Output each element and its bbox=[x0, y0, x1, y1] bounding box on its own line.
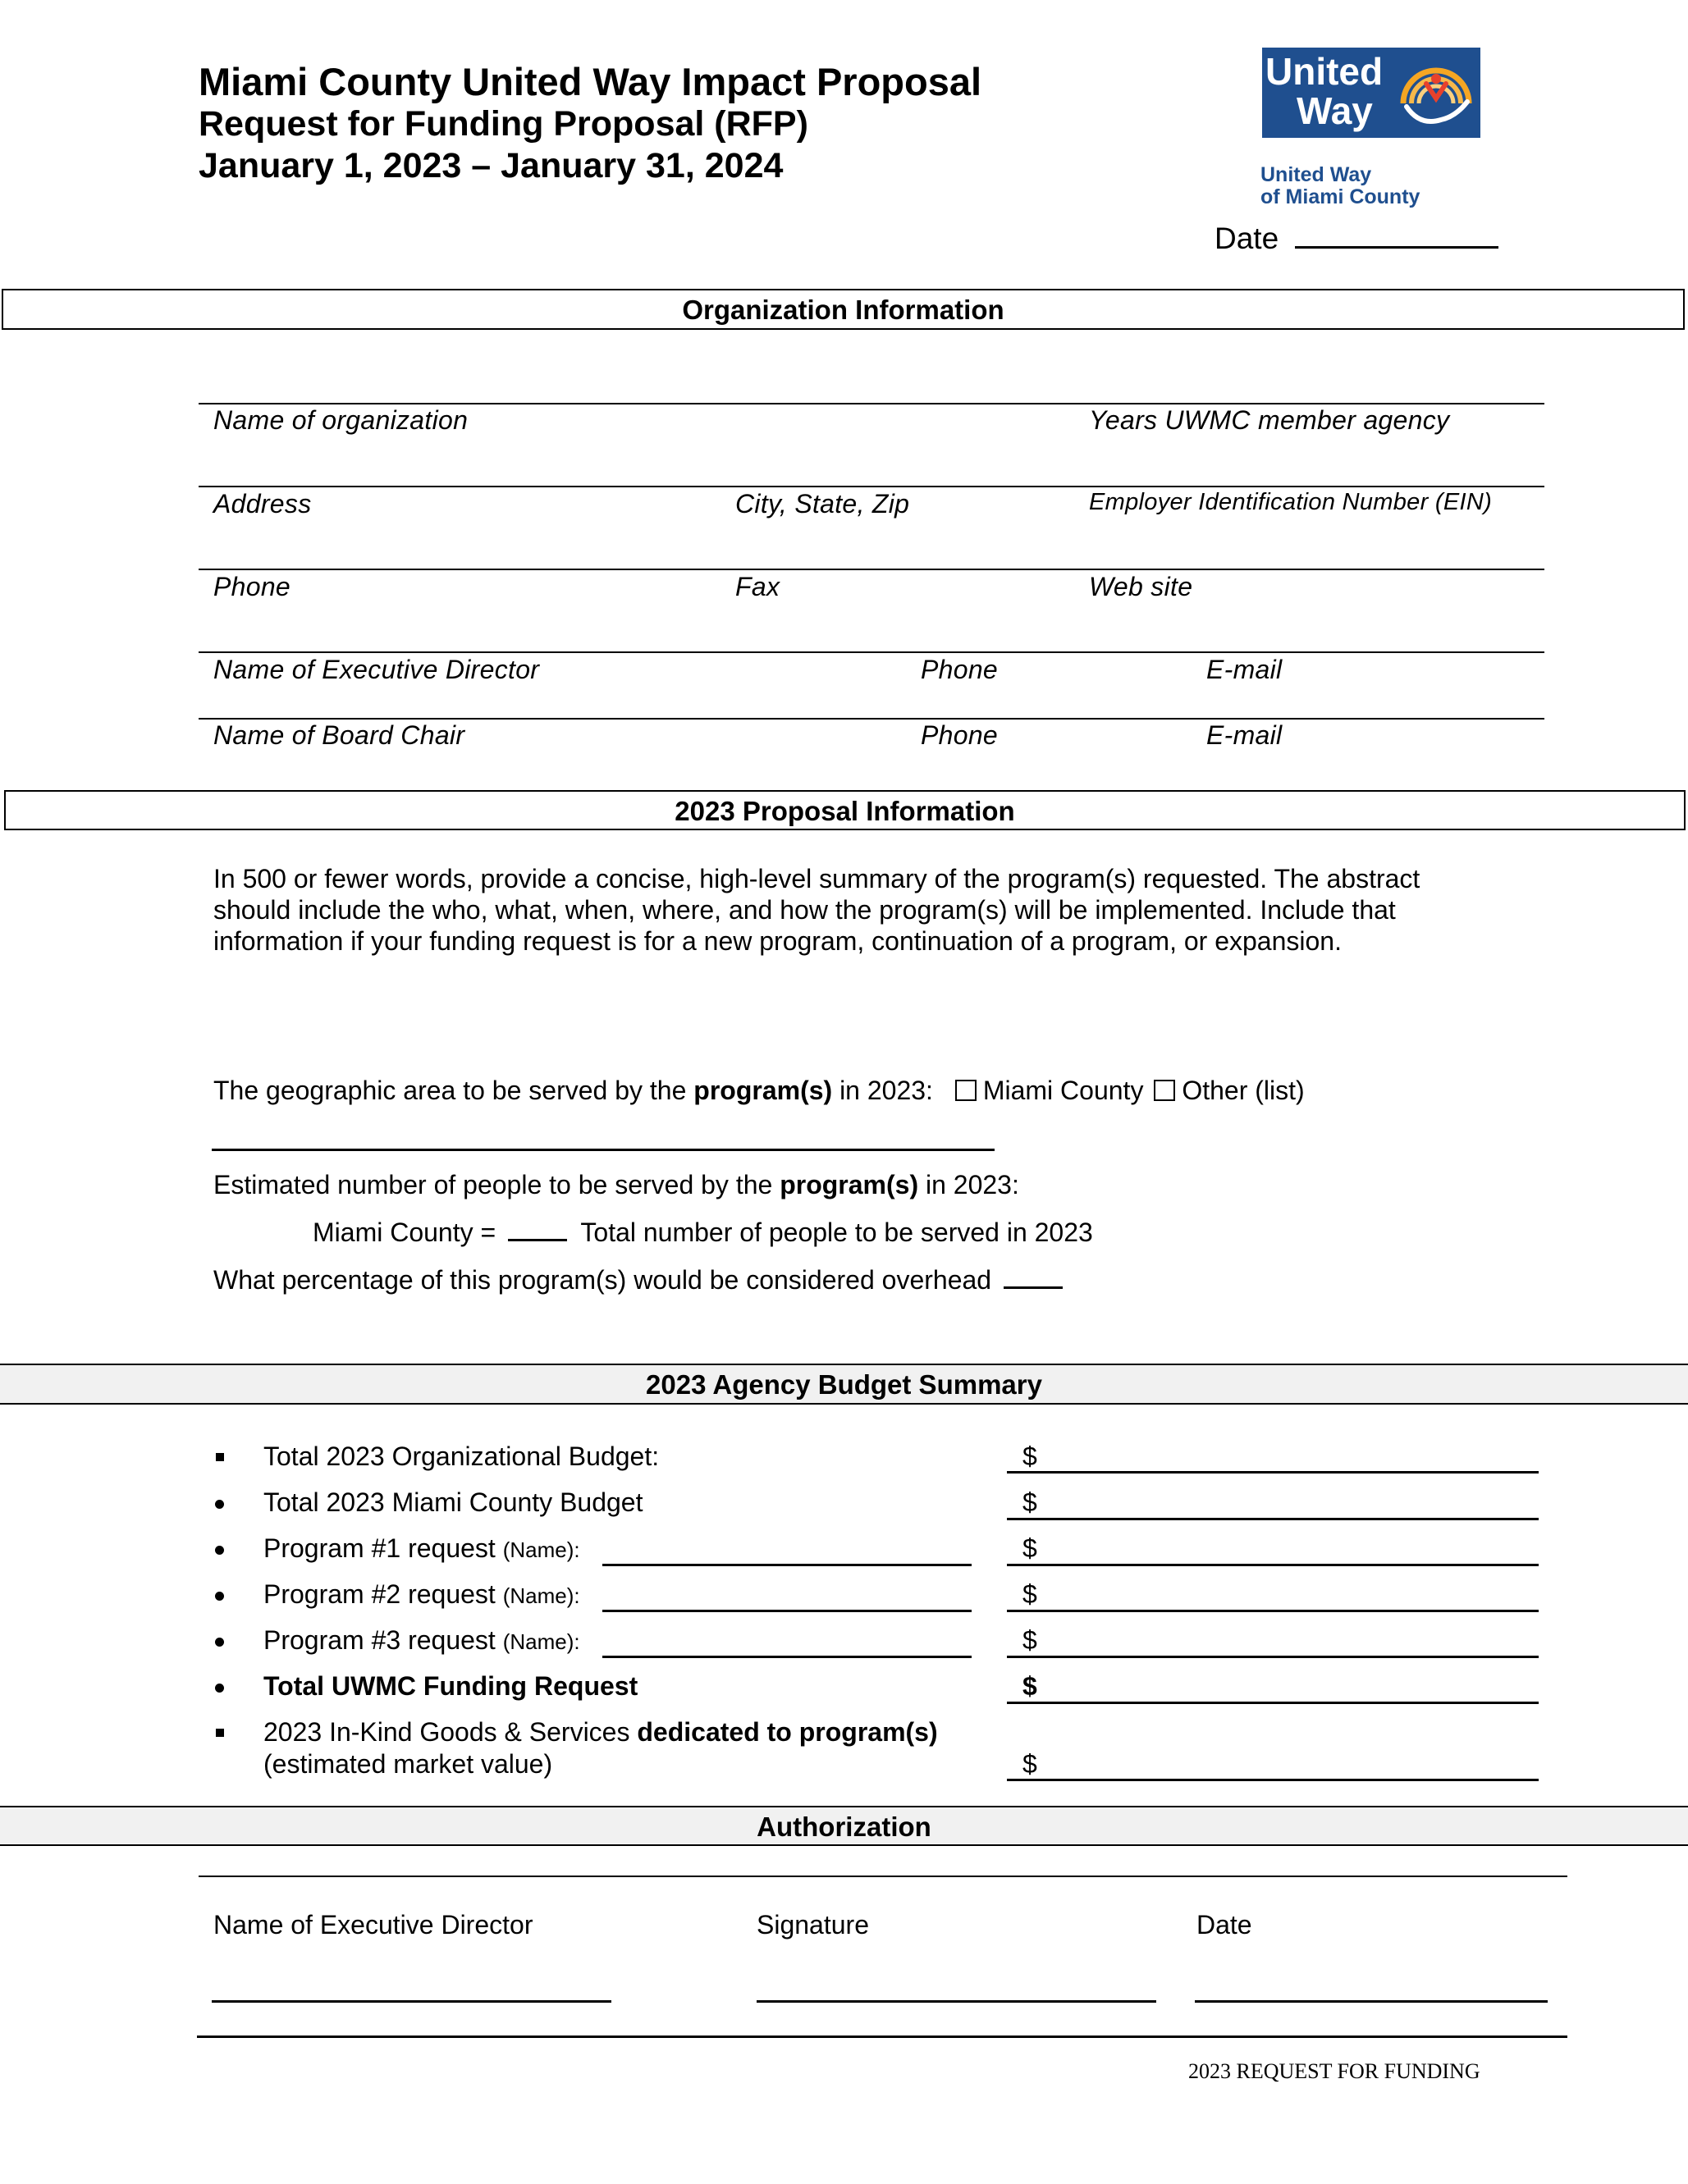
label-web-site: Web site bbox=[1089, 572, 1193, 601]
est-text-prefix: Estimated number of people to be served by the bbox=[213, 1170, 780, 1199]
label-exec-director: Name of Executive Director bbox=[213, 655, 540, 684]
budget-amount-program-1[interactable] bbox=[1007, 1564, 1539, 1566]
section-title-authorization: Authorization bbox=[757, 1812, 931, 1842]
budget-amount-org-budget[interactable] bbox=[1007, 1471, 1539, 1474]
geo-option-miami-county: Miami County bbox=[982, 1076, 1144, 1105]
est-text-suffix: in 2023: bbox=[918, 1170, 1019, 1199]
estimated-people-question bbox=[213, 1170, 1019, 1200]
section-header-proposal bbox=[4, 790, 1686, 830]
overhead-question bbox=[213, 1265, 1063, 1295]
budget-amount-inkind[interactable] bbox=[1007, 1779, 1539, 1781]
dollar-sign: $ bbox=[1022, 1671, 1037, 1701]
bullet-dot bbox=[215, 1500, 224, 1509]
label-exec-phone: Phone bbox=[921, 655, 999, 684]
budget-amount-total-request[interactable] bbox=[1007, 1702, 1539, 1704]
label-ein: Employer Identification Number (EIN) bbox=[1089, 489, 1493, 515]
field-line-address[interactable] bbox=[199, 486, 1544, 487]
geographic-area-question bbox=[213, 1076, 1305, 1106]
budget-label-miami-budget: Total 2023 Miami County Budget bbox=[263, 1487, 643, 1517]
overhead-blank[interactable] bbox=[1004, 1286, 1063, 1289]
total-people-label: Total number of people to be served in 2023 bbox=[580, 1218, 1093, 1247]
logo-caption-line2: of Miami County bbox=[1260, 185, 1420, 208]
document-date-range: January 1, 2023 – January 31, 2024 bbox=[199, 146, 784, 185]
field-line-phone[interactable] bbox=[199, 569, 1544, 570]
dollar-sign: $ bbox=[1022, 1533, 1037, 1563]
logo-caption-line1: United Way bbox=[1260, 163, 1372, 186]
header-date-field[interactable] bbox=[1215, 222, 1498, 256]
program-2-label: Program #2 request bbox=[263, 1579, 496, 1609]
field-line-organization[interactable] bbox=[199, 403, 1544, 404]
label-board-chair: Name of Board Chair bbox=[213, 720, 465, 750]
label-years-member: Years UWMC member agency bbox=[1089, 405, 1450, 435]
document-title: Miami County United Way Impact Proposal bbox=[199, 60, 982, 103]
inkind-text-prefix: 2023 In-Kind Goods & Services bbox=[263, 1717, 638, 1747]
authorization-bottom-rule bbox=[197, 2036, 1567, 2038]
section-header-budget bbox=[0, 1364, 1688, 1405]
proposal-summary-instructions bbox=[213, 863, 1608, 957]
bullet-dot bbox=[215, 1638, 224, 1647]
label-fax: Fax bbox=[735, 572, 780, 601]
miami-county-count-blank[interactable] bbox=[508, 1239, 567, 1241]
budget-label-inkind bbox=[263, 1717, 938, 1748]
bullet-square bbox=[216, 1453, 224, 1461]
geo-text-suffix: in 2023: bbox=[832, 1076, 933, 1105]
label-exec-email: E-mail bbox=[1206, 655, 1283, 684]
auth-date-blank[interactable] bbox=[1195, 2000, 1548, 2003]
summary-line-3: information if your funding request is for a new program, continuation of a program, or expansion. bbox=[213, 926, 1342, 956]
miami-county-count-row bbox=[313, 1218, 1093, 1248]
program-3-label: Program #3 request bbox=[263, 1625, 496, 1655]
logo-word-united: United bbox=[1265, 50, 1384, 93]
hand-person-rainbow-icon bbox=[1395, 53, 1477, 133]
label-board-email: E-mail bbox=[1206, 720, 1283, 750]
dollar-sign: $ bbox=[1022, 1487, 1037, 1517]
dollar-sign: $ bbox=[1022, 1442, 1037, 1471]
authorization-top-rule bbox=[199, 1876, 1567, 1877]
program-1-label: Program #1 request bbox=[263, 1533, 496, 1563]
program-2-name-blank[interactable] bbox=[602, 1610, 972, 1612]
checkbox-other[interactable] bbox=[1154, 1080, 1175, 1101]
budget-label-program-1 bbox=[263, 1533, 580, 1564]
section-header-authorization bbox=[0, 1806, 1688, 1846]
budget-amount-miami-budget[interactable] bbox=[1007, 1518, 1539, 1520]
label-board-phone: Phone bbox=[921, 720, 999, 750]
program-1-name-note: (Name): bbox=[502, 1537, 580, 1562]
header-date-blank[interactable] bbox=[1295, 246, 1498, 249]
label-phone: Phone bbox=[213, 572, 291, 601]
label-city-state-zip: City, State, Zip bbox=[735, 489, 910, 519]
budget-label-inkind-line2: (estimated market value) bbox=[263, 1749, 553, 1779]
page-footer: 2023 REQUEST FOR FUNDING bbox=[1188, 2059, 1480, 2083]
section-title-organization: Organization Information bbox=[682, 295, 1004, 325]
dollar-sign: $ bbox=[1022, 1625, 1037, 1655]
auth-label-signature: Signature bbox=[757, 1910, 869, 1940]
geo-option-other: Other (list) bbox=[1182, 1076, 1305, 1105]
auth-signature-blank[interactable] bbox=[757, 2000, 1156, 2003]
est-text-bold: program(s) bbox=[780, 1170, 919, 1199]
program-2-name-note: (Name): bbox=[502, 1583, 580, 1608]
auth-label-date: Date bbox=[1196, 1910, 1252, 1940]
bullet-dot bbox=[215, 1684, 224, 1693]
header-date-label: Date bbox=[1215, 222, 1279, 255]
document-subtitle: Request for Funding Proposal (RFP) bbox=[199, 104, 808, 144]
overhead-label: What percentage of this program(s) would be considered overhead bbox=[213, 1265, 992, 1295]
budget-label-total-request: Total UWMC Funding Request bbox=[263, 1671, 638, 1701]
summary-line-2: should include the who, what, when, where, and how the program(s) will be implemented. Include that bbox=[213, 895, 1396, 925]
section-title-budget: 2023 Agency Budget Summary bbox=[646, 1369, 1042, 1400]
dollar-sign: $ bbox=[1022, 1749, 1037, 1779]
section-title-proposal: 2023 Proposal Information bbox=[675, 796, 1015, 826]
program-3-name-note: (Name): bbox=[502, 1629, 580, 1654]
logo-word-way: Way bbox=[1297, 89, 1373, 132]
inkind-text-bold: dedicated to program(s) bbox=[637, 1717, 938, 1747]
bullet-dot bbox=[215, 1546, 224, 1555]
budget-label-program-3 bbox=[263, 1625, 580, 1656]
budget-amount-program-2[interactable] bbox=[1007, 1610, 1539, 1612]
geo-text-bold: program(s) bbox=[693, 1076, 833, 1105]
program-3-name-blank[interactable] bbox=[602, 1656, 972, 1658]
miami-county-eq-label: Miami County = bbox=[313, 1218, 496, 1247]
bullet-square bbox=[216, 1729, 224, 1737]
bullet-dot bbox=[215, 1592, 224, 1601]
summary-line-1: In 500 or fewer words, provide a concise, high-level summary of the program(s) requested. The abstract bbox=[213, 864, 1420, 893]
program-1-name-blank[interactable] bbox=[602, 1564, 972, 1566]
budget-amount-program-3[interactable] bbox=[1007, 1656, 1539, 1658]
auth-label-exec-director: Name of Executive Director bbox=[213, 1910, 533, 1940]
label-address: Address bbox=[213, 489, 312, 519]
geo-text-prefix: The geographic area to be served by the bbox=[213, 1076, 694, 1105]
label-name-of-organization: Name of organization bbox=[213, 405, 469, 435]
budget-label-org-budget: Total 2023 Organizational Budget: bbox=[263, 1442, 660, 1471]
field-line-exec-director[interactable] bbox=[199, 651, 1544, 653]
united-way-logo bbox=[1262, 48, 1480, 138]
section-header-organization bbox=[2, 289, 1685, 330]
field-line-board-chair[interactable] bbox=[199, 718, 1544, 720]
geographic-other-blank[interactable] bbox=[212, 1149, 995, 1151]
budget-label-program-2 bbox=[263, 1579, 580, 1610]
checkbox-miami-county[interactable] bbox=[955, 1080, 977, 1101]
dollar-sign: $ bbox=[1022, 1579, 1037, 1609]
auth-exec-director-blank[interactable] bbox=[212, 2000, 611, 2003]
